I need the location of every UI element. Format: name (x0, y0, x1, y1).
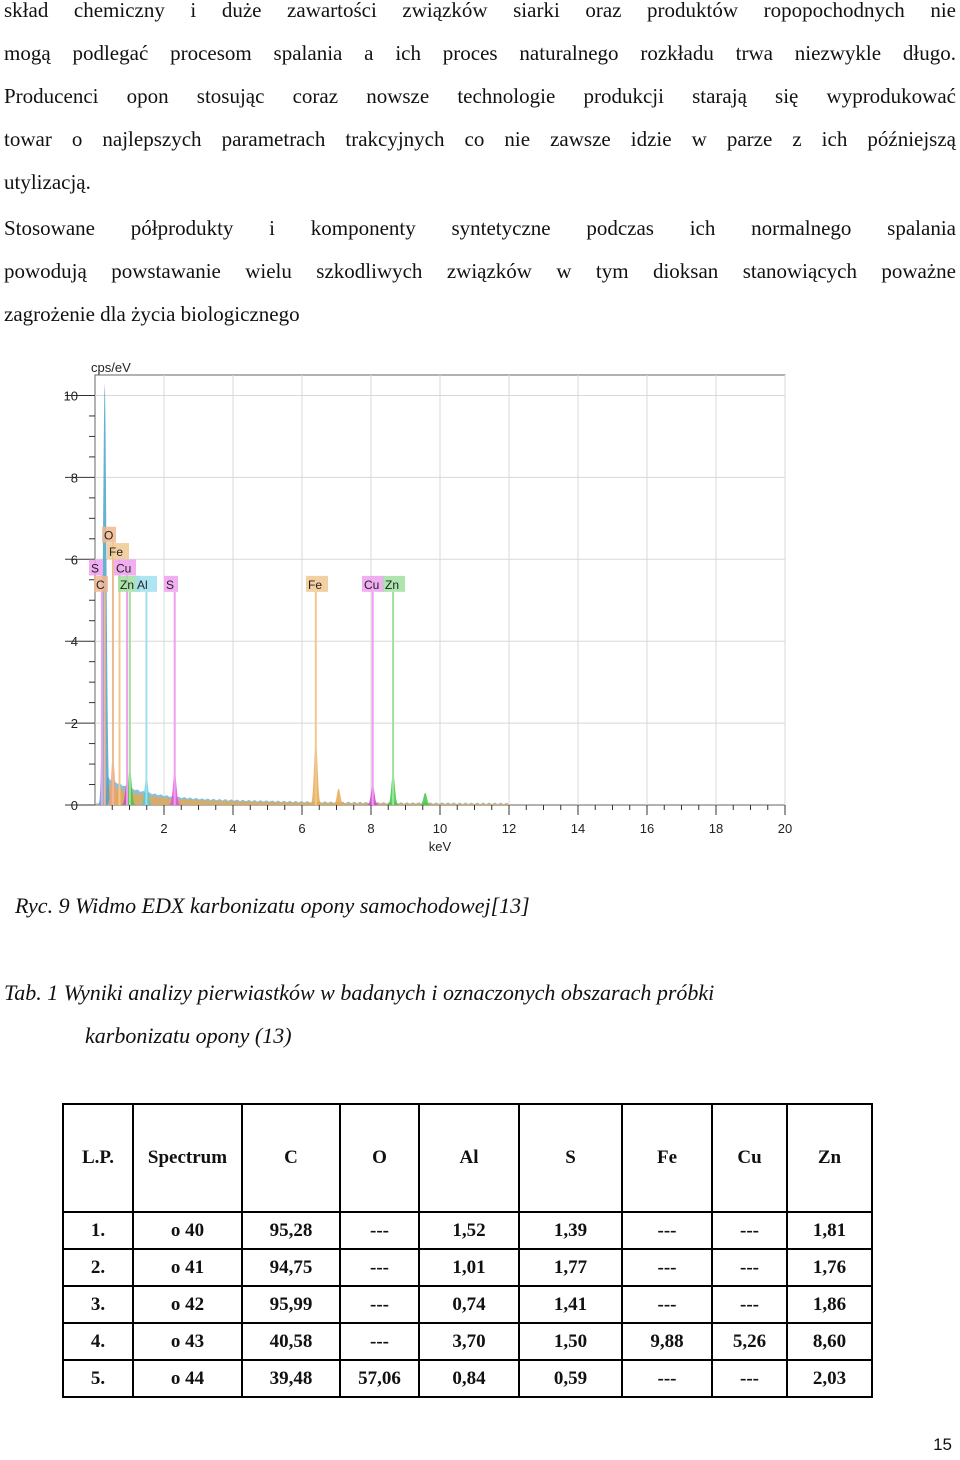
table-cell: 3,70 (419, 1323, 519, 1360)
edx-spectrum-chart (50, 355, 810, 865)
table-row (63, 1323, 872, 1360)
text-line: powodują powstawanie wielu szkodliwych związków w tym dioksan stanowiących poważne (4, 259, 956, 283)
element-label: O (104, 528, 114, 543)
table-cell: --- (622, 1249, 712, 1286)
x-tick-label: 6 (298, 821, 306, 836)
table-cell: --- (712, 1360, 787, 1397)
table-cell: 1. (63, 1212, 133, 1249)
x-tick-label: 12 (501, 821, 517, 836)
y-tick-label: 8 (70, 470, 78, 486)
table-header-row (63, 1104, 872, 1212)
table-cell: 1,41 (519, 1286, 622, 1323)
text-line: utylizacją. (4, 170, 91, 194)
table-cell: o 42 (133, 1286, 242, 1323)
header-cell: C (242, 1104, 340, 1212)
paragraph-2 (4, 207, 956, 336)
header-cell: L.P. (63, 1104, 133, 1212)
page-number: 15 (933, 1435, 952, 1454)
element-label: S (91, 561, 100, 576)
element-label: Fe (109, 545, 124, 560)
table-cell: 40,58 (242, 1323, 340, 1360)
table-row (63, 1286, 872, 1323)
table-cell: 9,88 (622, 1323, 712, 1360)
table-cell: o 41 (133, 1249, 242, 1286)
element-label: Al (137, 577, 148, 592)
table-cell: 1,86 (787, 1286, 872, 1323)
table-cell: 1,39 (519, 1212, 622, 1249)
header-cell: Spectrum (133, 1104, 242, 1212)
y-tick-label: 6 (70, 552, 78, 568)
results-table (62, 1103, 873, 1398)
table-cell: 1,77 (519, 1249, 622, 1286)
table-caption: Tab. 1 Wyniki analizy pierwiastków w badanych i oznaczonych obszarach próbki (4, 980, 715, 1005)
table-cell: 4. (63, 1323, 133, 1360)
table-cell: o 40 (133, 1212, 242, 1249)
table-row (63, 1360, 872, 1397)
header-cell: Fe (622, 1104, 712, 1212)
x-tick-label: 10 (432, 821, 448, 836)
x-tick-label: 4 (229, 821, 237, 836)
y-axis-label: cps/eV (91, 360, 131, 375)
x-tick-label: 20 (777, 821, 793, 836)
text-line: Producenci opon stosując coraz nowsze technologie produkcji starają się wyprodukować (4, 84, 956, 108)
x-tick-label: 8 (367, 821, 375, 836)
y-tick-label: 4 (70, 634, 78, 650)
table-cell: o 43 (133, 1323, 242, 1360)
table-cell: 1,81 (787, 1212, 872, 1249)
table-cell: --- (622, 1212, 712, 1249)
table-cell: 1,52 (419, 1212, 519, 1249)
table-cell: --- (340, 1212, 419, 1249)
table-cell: --- (622, 1360, 712, 1397)
table-cell: 57,06 (340, 1360, 419, 1397)
table-cell: --- (340, 1286, 419, 1323)
element-label: Zn (120, 577, 135, 592)
table-cell: 1,50 (519, 1323, 622, 1360)
table-cell: --- (712, 1212, 787, 1249)
table-cell: 5. (63, 1360, 133, 1397)
element-label: Cu (116, 561, 132, 576)
header-cell: Zn (787, 1104, 872, 1212)
element-label: C (96, 577, 105, 592)
table-cell: 0,74 (419, 1286, 519, 1323)
header-cell: S (519, 1104, 622, 1212)
table-cell: 94,75 (242, 1249, 340, 1286)
element-label: Zn (385, 577, 400, 592)
paragraph-1 (4, 0, 956, 204)
table-cell: 2,03 (787, 1360, 872, 1397)
element-label: Cu (364, 577, 380, 592)
table-cell: 2. (63, 1249, 133, 1286)
table-cell: o 44 (133, 1360, 242, 1397)
x-tick-label: 14 (570, 821, 586, 836)
header-cell: O (340, 1104, 419, 1212)
table-cell: 8,60 (787, 1323, 872, 1360)
table-cell: --- (622, 1286, 712, 1323)
header-cell: Cu (712, 1104, 787, 1212)
table-body (63, 1212, 872, 1397)
element-label: Fe (308, 577, 323, 592)
text-line: zagrożenie dla życia biologicznego (4, 302, 300, 326)
table-cell: --- (340, 1249, 419, 1286)
table-cell: --- (712, 1249, 787, 1286)
table-cell: --- (712, 1286, 787, 1323)
text-line: mogą podlegać procesom spalania a ich proces naturalnego rozkładu trwa niezwykle długo. (4, 41, 956, 65)
y-tick-label: 2 (70, 716, 78, 732)
table-row (63, 1212, 872, 1249)
table-cell: 3. (63, 1286, 133, 1323)
text-line: towar o najlepszych parametrach trakcyjnych co nie zawsze idzie w parze z ich późniejszą (4, 127, 956, 151)
table-cell: 95,99 (242, 1286, 340, 1323)
element-label: S (166, 577, 175, 592)
text-line: skład chemiczny i duże zawartości związków siarki oraz produktów ropopochodnych nie (4, 0, 956, 22)
table-cell: 39,48 (242, 1360, 340, 1397)
x-tick-label: 16 (639, 821, 655, 836)
figure-caption: Ryc. 9 Widmo EDX karbonizatu opony samochodowej[13] (15, 893, 530, 918)
table-cell: 95,28 (242, 1212, 340, 1249)
y-tick-label: 10 (63, 388, 78, 404)
table-cell: 1,76 (787, 1249, 872, 1286)
header-cell: Al (419, 1104, 519, 1212)
x-tick-label: 18 (708, 821, 724, 836)
table-caption-continued: karbonizatu opony (13) (85, 1023, 292, 1048)
table-cell: --- (340, 1323, 419, 1360)
table-cell: 0,59 (519, 1360, 622, 1397)
text-line: Stosowane półprodukty i komponenty syntetyczne podczas ich normalnego spalania (4, 216, 956, 240)
x-axis-label: keV (428, 839, 452, 854)
table-cell: 5,26 (712, 1323, 787, 1360)
table-cell: 0,84 (419, 1360, 519, 1397)
table-row (63, 1249, 872, 1286)
x-tick-label: 2 (160, 821, 168, 836)
table-cell: 1,01 (419, 1249, 519, 1286)
y-tick-label: 0 (70, 798, 78, 813)
